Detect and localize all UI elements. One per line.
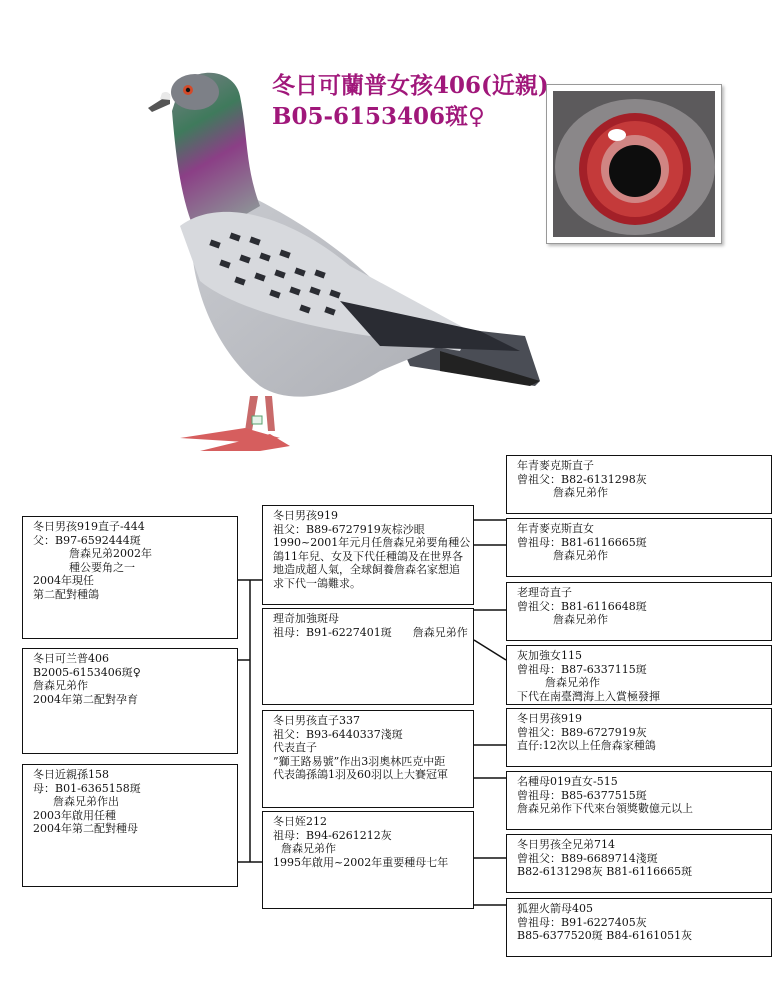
dam-ring: 母：B01-6365158斑 (33, 781, 141, 795)
ggp-ring: 曾祖父：B81-6116648斑 (517, 599, 647, 613)
sire-note: 第二配對種鴿 (33, 587, 99, 601)
grandsire-label: 冬日男孩直子337 (273, 714, 360, 727)
ggp-ring: 曾祖父：B82-6131298灰 (517, 472, 647, 486)
ggp-ring: 曾祖母：B91-6227405灰 (517, 915, 647, 929)
ggp-note: B85-6377520斑 B84-6161051灰 (517, 929, 693, 942)
granddam-maternal-card (262, 811, 474, 909)
dam-note: 詹森兄弟作出 (53, 795, 119, 808)
ggp-ring: 曾祖父：B89-6689714淺斑 (517, 851, 658, 865)
ring-number-title: B05-6153406斑♀ (272, 103, 485, 130)
ggp-ring: 曾祖母：B87-6337115斑 (517, 662, 647, 676)
ggp-ring: 曾祖母：B85-6377515斑 (517, 788, 647, 802)
self-card (22, 648, 238, 754)
sire-note: 種公要角之一 (69, 560, 135, 574)
ggp-note: 直仔:12次以上任詹森家種鴿 (517, 739, 656, 752)
granddam-ring: 祖母：B94-6261212灰 (273, 828, 392, 842)
great-grandparent-card (506, 834, 772, 893)
granddam-paternal-card (262, 608, 474, 705)
ggp-note: 詹森兄弟作 (553, 613, 608, 626)
granddam-breeder: 詹森兄弟作 (412, 625, 468, 639)
ggp-label: 老理奇直子 (517, 586, 572, 599)
great-grandparent-card (506, 708, 772, 767)
grandsire-note: 代表直子 (273, 741, 317, 754)
ggp-label: 冬日男孩全兄弟714 (517, 838, 615, 851)
ggp-ring: 曾祖母：B81-6116665斑 (517, 535, 647, 549)
ggp-label: 年青麥克斯直子 (517, 459, 594, 472)
ggp-note: 下代在南臺灣海上入賞極發揮 (517, 689, 660, 703)
grandsire-note: 1990~2001年元月任詹森兄弟要角種公 (273, 536, 471, 549)
self-ring: B2005-6153406斑♀ (33, 665, 141, 679)
granddam-ring: 祖母：B91-6227401斑 (273, 625, 392, 639)
great-grandparent-card (506, 898, 772, 957)
grandsire-note: 鴿11年兒、女及下代任種鴿及在世界各 (273, 549, 463, 563)
self-note: 2004年第二配對孕育 (33, 692, 138, 706)
ggp-note: 詹森兄弟作下代來台領獎數億元以上 (517, 802, 693, 815)
great-grandparent-card (506, 771, 772, 830)
ggp-note: 詹森兄弟作 (553, 549, 608, 562)
grandsire-paternal-card (262, 505, 474, 605)
great-grandparent-card (506, 645, 772, 705)
sire-label: 冬日男孩919直子-444 (33, 520, 145, 533)
grandsire-ring: 祖父：B93-6440337淺斑 (273, 727, 403, 741)
great-grandparent-card (506, 455, 772, 514)
granddam-label: 理奇加強斑母 (273, 612, 339, 625)
ggp-ring: 曾祖父：B89-6727919灰 (517, 725, 647, 739)
grandsire-note: ”獅王路易號”作出3羽奧林匹克中距 (273, 754, 446, 768)
dam-label: 冬日近親孫158 (33, 768, 109, 781)
great-grandparent-card (506, 582, 772, 641)
grandsire-label: 冬日男孩919 (273, 509, 338, 522)
grandsire-note: 地造成超人氣，全球飼養詹森名家想追 (273, 563, 460, 576)
sire-ring: 父：B97-6592444斑 (33, 533, 141, 547)
dam-card (22, 764, 238, 887)
grandsire-note: 求下代一鴿難求。 (273, 576, 361, 590)
grandsire-maternal-card (262, 710, 474, 808)
granddam-note: 1995年啟用~2002年重要種母七年 (273, 855, 449, 869)
sire-note: 詹森兄弟2002年 (69, 547, 152, 560)
ggp-note: 詹森兄弟作 (553, 486, 608, 499)
ggp-note: 詹森兄弟作 (545, 676, 600, 689)
page-title: 冬日可蘭普女孩406(近親) (272, 72, 549, 99)
self-breeder: 詹森兄弟作 (33, 679, 88, 692)
ggp-label: 灰加強女115 (517, 649, 582, 662)
ggp-label: 名種母019直女-515 (517, 775, 618, 788)
eye-photo (546, 84, 722, 244)
granddam-label: 冬日姪212 (273, 815, 327, 828)
pigeon-photo (140, 66, 540, 461)
dam-note: 2003年啟用任種 (33, 808, 116, 822)
ggp-label: 年青麥克斯直女 (517, 522, 594, 535)
ggp-note: B82-6131298灰 B81-6116665斑 (517, 865, 693, 878)
great-grandparent-card (506, 518, 772, 577)
dam-note: 2004年第二配對種母 (33, 822, 138, 835)
grandsire-ring: 祖父：B89-6727919灰棕沙眼 (273, 522, 425, 536)
grandsire-note: 代表鴿孫鴿1羽及60羽以上大賽冠軍 (273, 768, 448, 781)
ggp-label: 狐狸火箭母405 (517, 902, 593, 915)
granddam-ring-row (273, 626, 467, 640)
granddam-breeder: 詹森兄弟作 (281, 842, 336, 855)
ggp-label: 冬日男孩919 (517, 712, 582, 725)
self-label: 冬日可兰普406 (33, 652, 109, 665)
sire-note: 2004年現任 (33, 574, 94, 587)
sire-card (22, 516, 238, 639)
